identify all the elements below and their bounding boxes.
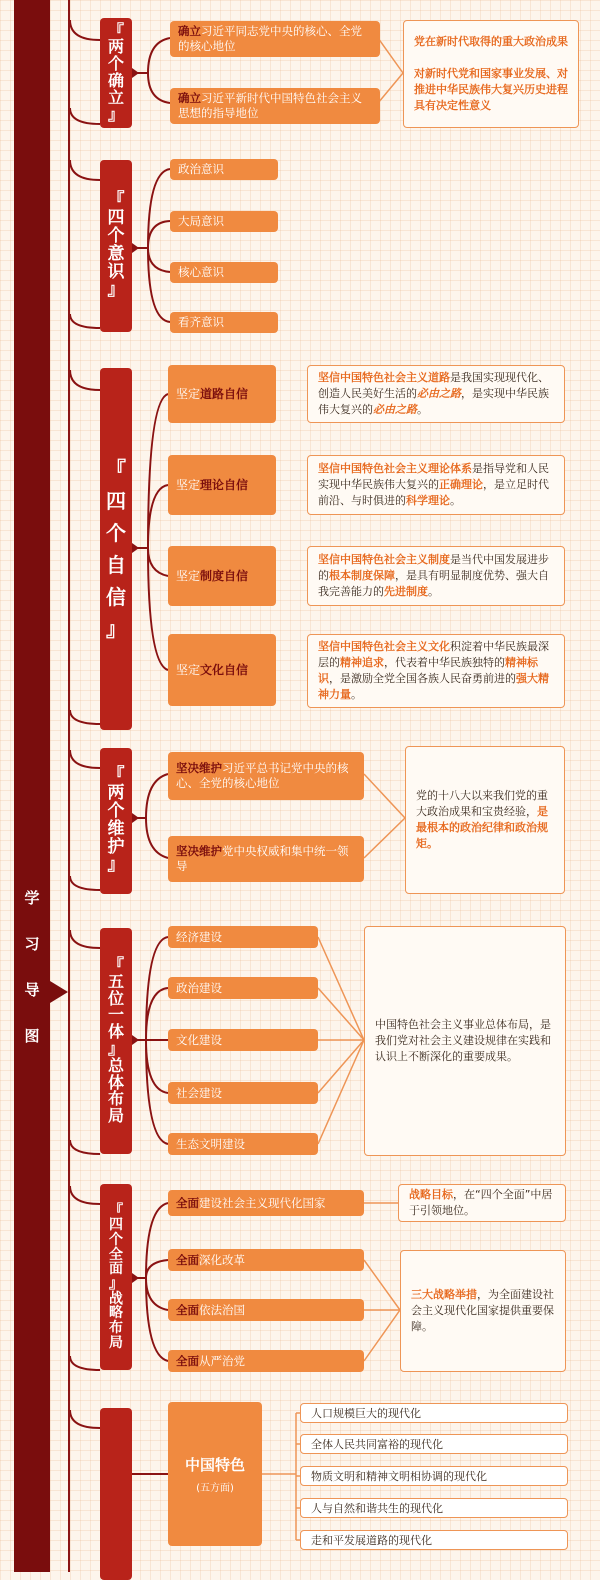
confidence-node-road: 坚定道路自信 xyxy=(168,365,276,423)
modernization-item-1: 人口规模巨大的现代化 xyxy=(300,1403,568,1423)
establishment-summary-box: 党在新时代取得的重大政治成果 对新时代党和国家事业发展、对推进中华民族伟大复兴历史进程具有决定性意义 xyxy=(403,20,579,128)
comprehensive-goal-box: 战略目标，在“四个全面”中居于引领地位。 xyxy=(398,1184,566,1222)
comprehensive-node-3: 全面依法治国 xyxy=(168,1299,364,1321)
confidence-node-system: 坚定制度自信 xyxy=(168,546,276,606)
layout-node-ecology: 生态文明建设 xyxy=(168,1133,318,1155)
comprehensive-node-2: 全面深化改革 xyxy=(168,1249,364,1271)
establishment-node-2: 确立习近平新时代中国特色社会主义思想的指导地位 xyxy=(170,88,380,124)
confidence-desc-culture: 坚信中国特色社会主义文化积淀着中华民族最深层的精神追求，代表着中华民族独特的精神标识，是激励全党全国各族人民奋勇前进的强大精神力量。 xyxy=(307,634,565,708)
confidence-desc-system: 坚信中国特色社会主义制度是当代中国发展进步的根本制度保障，是具有明显制度优势、强大自我完善能力的先进制度。 xyxy=(307,546,565,606)
modernization-item-5: 走和平发展道路的现代化 xyxy=(300,1530,568,1550)
confidence-desc-theory: 坚信中国特色社会主义理论体系是指导党和人民实现中华民族伟大复兴的正确理论，是立足时代前沿、与时俱进的科学理论。 xyxy=(307,455,565,515)
section-title-four-confidences: 『 四 个 自 信 』 xyxy=(100,368,132,730)
modernization-item-3: 物质文明和精神文明相协调的现代化 xyxy=(300,1466,568,1486)
confidence-node-culture: 坚定文化自信 xyxy=(168,634,276,706)
layout-node-politics: 政治建设 xyxy=(168,977,318,999)
layout-node-society: 社会建设 xyxy=(168,1082,318,1104)
chinese-characteristics-node: 中国特色 (五方面) xyxy=(168,1402,262,1546)
safeguard-node-1: 坚决维护习近平总书记党中央的核心、全党的核心地位 xyxy=(168,752,364,800)
confidence-node-theory: 坚定理论自信 xyxy=(168,455,276,515)
section-title-two-safeguards: 『 两 个 维 护 』 xyxy=(100,748,132,894)
section-title-two-establishments: 『 两 个 确 立 』 xyxy=(100,18,132,128)
confidence-desc-road: 坚信中国特色社会主义道路是我国实现现代化、创造人民美好生活的必由之路，是实现中华民族伟大复兴的必由之路。 xyxy=(307,365,565,423)
layout-node-culture: 文化建设 xyxy=(168,1029,318,1051)
comprehensive-node-1: 全面建设社会主义现代化国家 xyxy=(168,1190,364,1216)
layout-summary-box: 中国特色社会主义事业总体布局，是我们党对社会主义建设规律在实践和认识上不断深化的重要成果。 xyxy=(364,926,566,1156)
consciousness-node-3: 核心意识 xyxy=(170,262,278,283)
safeguard-summary-box: 党的十八大以来我们党的重大政治成果和宝贵经验，是最根本的政治纪律和政治规矩。 xyxy=(405,746,565,894)
modernization-item-2: 全体人民共同富裕的现代化 xyxy=(300,1434,568,1454)
section-title-five-in-one: 『 五 位 一 体 』 总 体 布 局 xyxy=(100,928,132,1154)
layout-node-economy: 经济建设 xyxy=(168,926,318,948)
section-title-four-consciousness: 『 四 个 意 识 』 xyxy=(100,160,132,332)
consciousness-node-1: 政治意识 xyxy=(170,159,278,180)
comprehensive-node-4: 全面从严治党 xyxy=(168,1350,364,1372)
consciousness-node-2: 大局意识 xyxy=(170,211,278,232)
comprehensive-measures-box: 三大战略举措，为全面建设社会主义现代化国家提供重要保障。 xyxy=(400,1250,566,1372)
safeguard-node-2: 坚决维护党中央权威和集中统一领导 xyxy=(168,836,364,882)
establishment-node-1: 确立习近平同志党中央的核心、全党的核心地位 xyxy=(170,21,380,57)
modernization-item-4: 人与自然和谐共生的现代化 xyxy=(300,1498,568,1518)
consciousness-node-4: 看齐意识 xyxy=(170,312,278,333)
section-title-four-comprehensives: 『 四 个 全 面 』 战 略 布 局 xyxy=(100,1184,132,1370)
spine-title: 学 习 导 图 xyxy=(24,889,40,1045)
section-title-modernization xyxy=(100,1408,132,1580)
